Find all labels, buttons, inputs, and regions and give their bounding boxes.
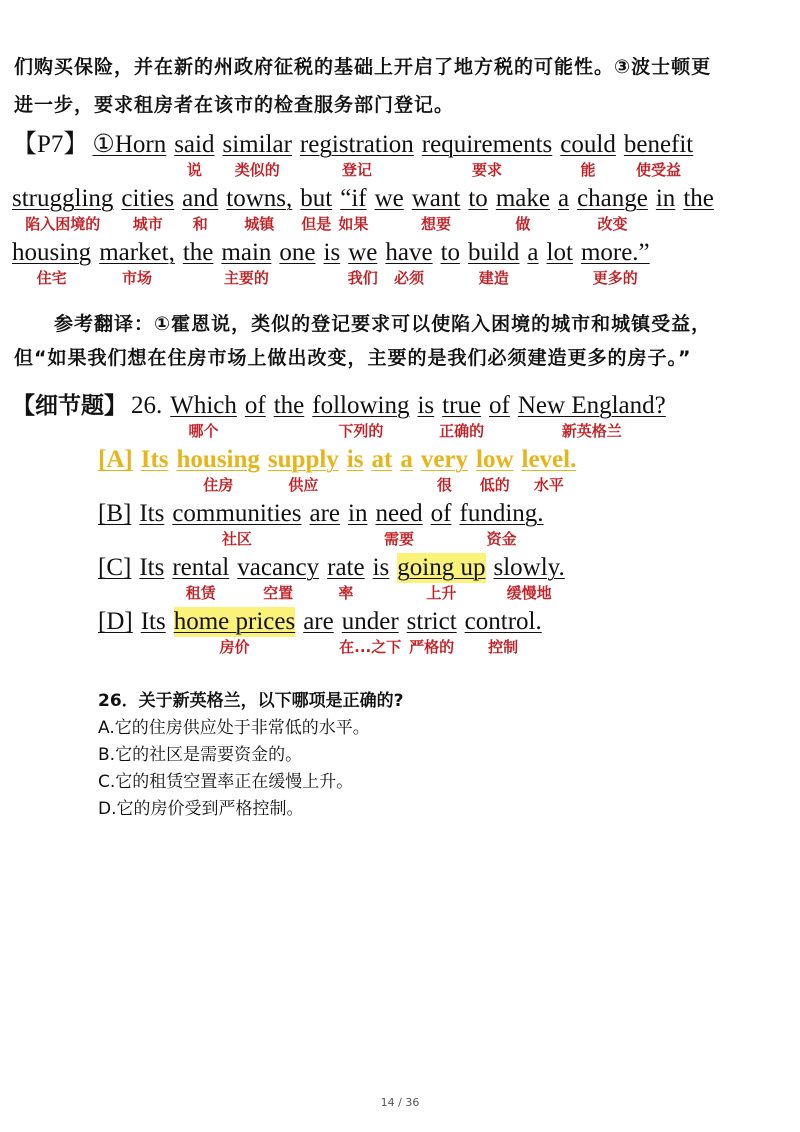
word-gloss: 城市	[132, 215, 163, 233]
word-text: at	[371, 446, 393, 473]
word-token	[521, 445, 577, 494]
word-text: similar	[222, 131, 292, 158]
word-text: in	[655, 185, 676, 212]
word-token	[226, 184, 293, 233]
word-token	[274, 391, 305, 421]
word-token	[300, 184, 333, 233]
word-gloss: 市场	[122, 269, 153, 287]
word-token	[98, 553, 131, 583]
word-text: have	[385, 239, 433, 266]
word-token	[375, 184, 404, 214]
word-text: Which	[170, 392, 237, 419]
word-token	[327, 553, 365, 602]
question-stem	[12, 391, 674, 440]
cn-option-b: B.它的社区是需要资金的。	[98, 745, 303, 765]
word-gloss: 正确的	[439, 422, 485, 440]
word-text: is	[372, 554, 390, 581]
word-token	[385, 238, 433, 287]
word-text: want	[411, 185, 461, 212]
word-gloss: 率	[338, 584, 354, 602]
word-token	[489, 391, 510, 421]
word-gloss: 上升	[426, 584, 457, 602]
word-text: need	[375, 500, 423, 527]
word-token	[92, 130, 166, 160]
word-token	[375, 499, 423, 548]
word-gloss: 改变	[597, 215, 628, 233]
word-token	[476, 445, 514, 494]
word-text: said	[174, 131, 215, 158]
word-token	[174, 130, 215, 179]
word-text: lot	[546, 239, 573, 266]
word-gloss: 控制	[488, 638, 519, 656]
word-text: is	[417, 392, 435, 419]
word-token	[172, 553, 230, 602]
word-token	[339, 607, 402, 656]
word-gloss: 水平	[533, 476, 564, 494]
word-token	[406, 607, 457, 656]
word-token	[141, 445, 169, 475]
word-gloss: 类似的	[234, 161, 280, 179]
word-token	[279, 238, 315, 268]
word-gloss: 低的	[479, 476, 510, 494]
word-token	[547, 238, 573, 268]
word-gloss: 想要	[421, 215, 452, 233]
word-text: the	[182, 239, 214, 266]
word-token	[464, 607, 542, 656]
word-text: funding.	[459, 500, 544, 527]
word-token	[12, 184, 114, 233]
intro-line-2: 进一步，要求租房者在该市的检查服务部门登记。	[14, 94, 455, 116]
word-token	[400, 445, 413, 475]
word-token	[338, 184, 369, 233]
word-text: of	[430, 500, 452, 527]
word-text: of	[489, 392, 510, 419]
word-text: build	[468, 239, 520, 266]
word-token	[558, 184, 569, 214]
word-gloss: 严格的	[409, 638, 455, 656]
word-text: control.	[464, 608, 542, 635]
word-gloss: 使受益	[636, 161, 682, 179]
word-token	[131, 391, 162, 421]
word-token	[347, 238, 378, 287]
word-token	[348, 499, 367, 529]
word-text: the	[273, 392, 305, 419]
word-token	[173, 607, 296, 656]
word-token	[431, 499, 452, 529]
word-token	[656, 184, 675, 214]
word-token	[560, 130, 616, 179]
word-text: are	[303, 608, 334, 635]
word-gloss: 新英格兰	[561, 422, 622, 440]
word-text: [B]	[98, 500, 132, 527]
page-number: 14 / 36	[380, 1096, 420, 1109]
word-text: supply	[267, 446, 339, 473]
word-token	[411, 184, 461, 233]
word-token	[371, 445, 392, 475]
word-token	[98, 499, 131, 529]
word-gloss: 很	[436, 476, 452, 494]
word-token	[580, 238, 650, 287]
word-text: registration	[299, 131, 414, 158]
word-gloss: 需要	[384, 530, 415, 548]
word-text: and	[182, 185, 219, 212]
word-text: change	[577, 185, 648, 212]
word-text: vacancy	[237, 554, 320, 581]
word-token	[237, 553, 320, 602]
p7-label: 【P7】	[12, 131, 89, 158]
word-token	[121, 184, 175, 233]
word-text: [D]	[98, 608, 133, 635]
word-token	[182, 184, 219, 233]
cn-option-c: C.它的租赁空置率正在缓慢上升。	[98, 772, 354, 792]
word-gloss: 租赁	[185, 584, 216, 602]
word-text: are	[309, 500, 341, 527]
option-c	[98, 553, 573, 602]
word-text: “if	[340, 185, 367, 212]
word-text: rate	[327, 554, 365, 581]
word-token	[517, 391, 666, 440]
word-gloss: 陷入困境的	[25, 215, 101, 233]
option-d	[98, 607, 550, 656]
word-token	[324, 238, 341, 268]
word-gloss: 住宅	[36, 269, 67, 287]
word-gloss: 空置	[263, 584, 294, 602]
word-text: Its	[139, 554, 165, 581]
word-text: Its	[140, 608, 166, 635]
p7-line-1	[12, 130, 701, 179]
translation-line-1	[14, 307, 786, 341]
word-text: cities	[121, 185, 175, 212]
word-token	[183, 238, 214, 268]
word-text: ①Horn	[92, 131, 167, 158]
word-token	[468, 184, 487, 214]
word-token	[623, 130, 694, 179]
word-text: 26.	[131, 392, 163, 419]
word-text: strict	[406, 608, 457, 635]
translation-line-1-text: 参考翻译：①霍恩说，类似的登记要求可以使陷入困境的城市和城镇受益，	[54, 313, 712, 335]
word-text: struggling	[12, 185, 114, 212]
word-token	[139, 553, 164, 583]
word-text: could	[560, 131, 616, 158]
word-text: towns,	[226, 185, 293, 212]
intro-line-1: 们购买保险，并在新的州政府征税的基础上开启了地方税的可能性。③波士顿更	[14, 56, 712, 78]
word-token	[439, 391, 485, 440]
word-text: main	[221, 239, 272, 266]
word-text: housing	[176, 446, 260, 473]
word-gloss: 能	[580, 161, 596, 179]
word-token	[441, 238, 460, 268]
word-text: a	[527, 239, 539, 266]
word-gloss: 做	[515, 215, 531, 233]
word-text: is	[346, 446, 364, 473]
word-text: following	[312, 392, 410, 419]
word-text: Its	[139, 500, 165, 527]
word-token	[172, 499, 302, 548]
word-token	[421, 130, 553, 179]
word-gloss: 下列的	[338, 422, 384, 440]
word-text: under	[341, 608, 399, 635]
word-gloss: 城镇	[244, 215, 275, 233]
word-token	[98, 607, 133, 637]
word-text: level.	[521, 446, 577, 473]
word-text: a	[557, 185, 570, 212]
word-token	[493, 553, 565, 602]
word-token	[420, 445, 469, 494]
word-gloss: 资金	[486, 530, 517, 548]
reference-translation	[14, 307, 786, 375]
word-token	[99, 238, 175, 287]
word-text: to	[440, 239, 461, 266]
word-text: requirements	[421, 131, 553, 158]
word-token	[267, 445, 339, 494]
word-gloss: 社区	[221, 530, 252, 548]
word-token	[459, 499, 544, 548]
word-token	[170, 391, 237, 440]
word-text: benefit	[623, 131, 694, 158]
word-gloss: 如果	[338, 215, 369, 233]
option-b	[98, 499, 552, 548]
word-text: market,	[99, 239, 175, 266]
word-text: home prices	[173, 608, 296, 635]
cn-option-d: D.它的房价受到严格控制。	[98, 799, 304, 819]
word-gloss: 说	[186, 161, 202, 179]
word-text: we	[348, 239, 378, 266]
word-text: low	[476, 446, 514, 473]
word-gloss: 要求	[472, 161, 503, 179]
word-gloss: 更多的	[592, 269, 638, 287]
word-token	[221, 238, 272, 287]
word-token	[222, 130, 292, 179]
word-text: slowly.	[493, 554, 565, 581]
p7-line-3	[12, 238, 658, 287]
word-text: communities	[172, 500, 302, 527]
word-text: very	[420, 446, 469, 473]
word-text: true	[442, 392, 482, 419]
word-text: is	[323, 239, 341, 266]
word-text: to	[468, 185, 488, 212]
word-gloss: 主要的	[223, 269, 269, 287]
word-gloss: 哪个	[188, 422, 219, 440]
word-text: New England?	[517, 392, 666, 419]
word-token	[245, 391, 266, 421]
question-type-label: 【细节题】	[12, 393, 127, 419]
word-gloss: 但是	[301, 215, 332, 233]
word-gloss: 和	[192, 215, 208, 233]
word-text: housing	[12, 239, 92, 266]
intro-paragraph	[14, 48, 786, 124]
option-a	[98, 445, 584, 494]
word-token	[417, 391, 434, 421]
word-text: Its	[140, 446, 169, 473]
word-token	[683, 184, 714, 214]
p7-line-2	[12, 184, 722, 233]
word-text: one	[279, 239, 316, 266]
word-text: we	[374, 185, 404, 212]
word-text: rental	[172, 554, 230, 581]
word-text: [A]	[98, 446, 133, 473]
word-token	[468, 238, 520, 287]
word-gloss: 登记	[341, 161, 372, 179]
translation-line-2: 但“如果我们想在住房市场上做出改变，主要的是我们必须建造更多的房子。”	[14, 347, 692, 369]
word-gloss: 我们	[347, 269, 378, 287]
word-token	[347, 445, 364, 475]
word-gloss: 房价	[219, 638, 250, 656]
word-gloss: 住房	[203, 476, 234, 494]
word-text: more.”	[580, 239, 650, 266]
word-text: make	[495, 185, 550, 212]
word-token	[397, 553, 486, 602]
word-text: going up	[397, 554, 486, 581]
word-text: the	[683, 185, 714, 212]
cn-question-title: 26．关于新英格兰，以下哪项是正确的?	[98, 691, 404, 711]
word-text: in	[348, 500, 368, 527]
word-gloss: 在...之下	[339, 638, 402, 656]
word-gloss: 供应	[288, 476, 319, 494]
cn-option-a: A.它的住房供应处于非常低的水平。	[98, 718, 370, 738]
word-token	[495, 184, 550, 233]
word-token	[176, 445, 260, 494]
word-gloss: 必须	[393, 269, 424, 287]
word-gloss: 缓慢地	[506, 584, 552, 602]
word-token	[303, 607, 334, 637]
word-token	[527, 238, 538, 268]
word-text: of	[244, 392, 266, 419]
word-text: a	[400, 446, 413, 473]
word-text: but	[300, 185, 333, 212]
word-token	[299, 130, 414, 179]
word-gloss: 建造	[478, 269, 509, 287]
word-token	[12, 238, 92, 287]
word-token	[309, 499, 340, 529]
chinese-question	[98, 688, 404, 823]
word-token	[141, 607, 166, 637]
word-text: [C]	[98, 554, 132, 581]
word-token	[139, 499, 164, 529]
word-token	[373, 553, 390, 583]
word-token	[577, 184, 648, 233]
word-token	[312, 391, 410, 440]
word-token	[98, 445, 133, 475]
